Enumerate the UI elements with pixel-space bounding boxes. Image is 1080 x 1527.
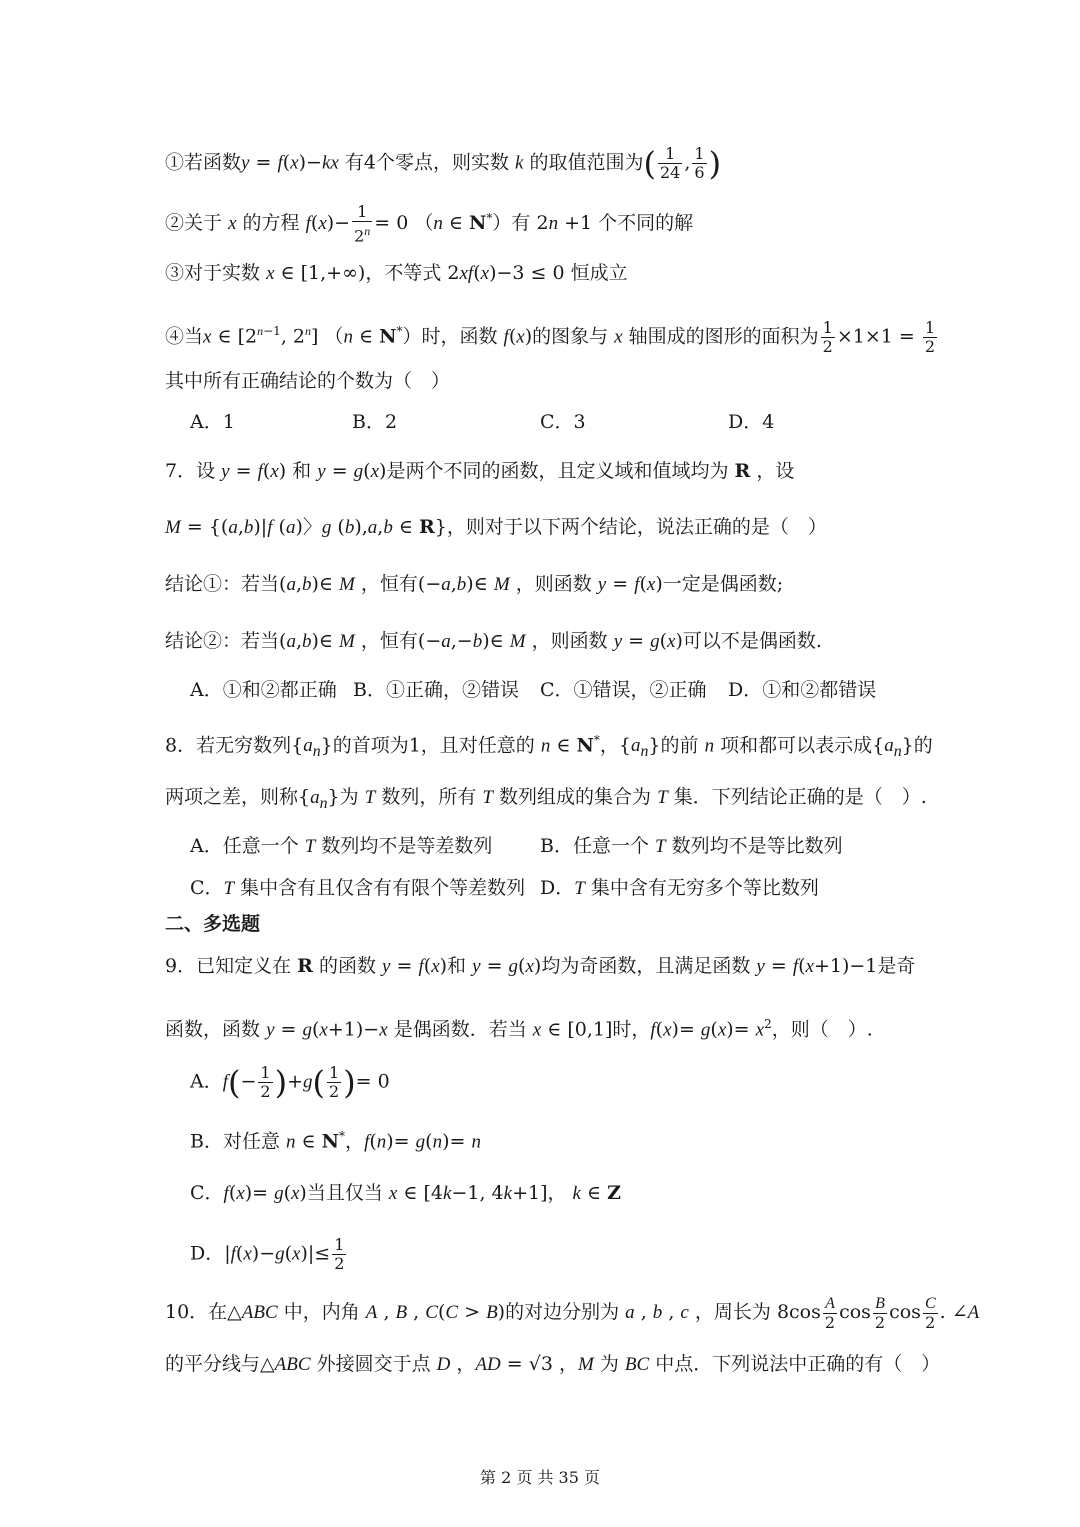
q8-line-1: 8．若无穷数列$\{a_n\}$的首项为1，且对任意的 n ∈ N*，$\{a_n\}$的前 n 项和都可以表示成$\{a_n\}$的: [165, 733, 933, 761]
conclusion-2: ②关于 x 的方程 f(x)− $\frac{1}{2^n}$ = 0 （n ∈ N*）有 2n +1 个不同的解: [165, 202, 694, 246]
q7-conclusion-2: 结论②：若当(a,b)∈ M ，恒有(−a,−b)∈ M ，则函数 y = g(x)可以不是偶函数.: [165, 630, 822, 652]
q6-option-c: C．3: [540, 411, 586, 433]
q7-line-2: M = {(a,b)|f (a)〉g (b),a,b ∈ R}，则对于以下两个结论，说法正确的是（ ）: [165, 516, 827, 538]
q9-option-c: C．f(x)= g(x)当且仅当 x ∈ [4k−1, 4k+1]， k ∈ Z: [190, 1182, 621, 1204]
conclusion-1: ①若函数y = f(x)−kx 有4个零点，则实数 k 的取值范围为( $\frac{1}{24}$ , $\frac{1}{6}$ ): [165, 144, 722, 183]
q7-option-c: C．①错误，②正确: [540, 679, 707, 701]
q9-line-2: 函数，函数 y = g(x+1)−x 是偶函数．若当 x ∈ [0,1]时，$f(x)= g(x)= x^2$，则（ ）.: [165, 1017, 873, 1041]
q8-option-c: C．T 集中含有且仅含有有限个等差数列: [190, 877, 526, 899]
section-heading: 二、多选题: [165, 913, 261, 935]
q6-stem: 其中所有正确结论的个数为（ ）: [165, 370, 451, 392]
q6-option-a: A．1: [190, 411, 235, 433]
q8-option-a: A．任意一个 T 数列均不是等差数列: [190, 835, 493, 857]
q9-option-a: A．f(− $\frac{1}{2}$ )+g( $\frac{1}{2}$ )= 0: [190, 1063, 390, 1102]
q9-option-d: D．|f(x)−g(x)|≤ $\frac{1}{2}$: [190, 1235, 345, 1273]
q9-option-b: B．对任意 n ∈ N*，f(n)= g(n)= n: [190, 1129, 481, 1153]
page-footer: 第 2 页 共 35 页: [480, 1468, 600, 1487]
q8-option-d: D．T 集中含有无穷多个等比数列: [540, 877, 819, 899]
q7-conclusion-1: 结论①：若当(a,b)∈ M ，恒有(−a,b)∈ M ，则函数 y = f(x)一定是偶函数;: [165, 573, 784, 595]
q10-line-1: 10．在△ABC 中，内角 A , B , C(C > B)的对边分别为 a , b , c ，周长为 8cos $\frac{A}{2}$ cos $\frac{B}{2}$ cos $\frac{C}{2}$ . ∠A: [165, 1295, 980, 1332]
conclusion-4: ④当x ∈ [$2^{n-1}$, 2$^n$] （n ∈ N*）时，函数 f(x)的图象与 x 轴围成的图形的面积为 $\frac{1}{2}$ ×1×1 = $\frac{1}{2}$: [165, 317, 936, 356]
q10-line-2: 的平分线与△ABC 外接圆交于点 D ，AD = √3 ，M 为 BC 中点．下列说法中正确的有（ ）: [165, 1353, 941, 1375]
q8-option-b: B．任意一个 T 数列均不是等比数列: [540, 835, 843, 857]
q8-line-2: 两项之差，则称$\{a_n\}$为 T 数列，所有 T 数列组成的集合为 T 集．下列结论正确的是（ ）.: [165, 786, 927, 812]
q9-line-1: 9．已知定义在 R 的函数 y = f(x)和 y = g(x)均为奇函数，且满足函数 y = f(x+1)−1是奇: [165, 955, 916, 977]
q6-option-b: B．2: [352, 411, 398, 433]
q7-option-a: A．①和②都正确: [190, 679, 337, 701]
conclusion-3: ③对于实数 x ∈ [1,+∞)，不等式 2xf(x)−3 ≤ 0 恒成立: [165, 262, 628, 284]
q7-option-d: D．①和②都错误: [728, 679, 877, 701]
q6-option-d: D．4: [728, 411, 775, 433]
q7-option-b: B．①正确，②错误: [353, 679, 519, 701]
q7-line-1: 7．设 y = f(x) 和 y = g(x)是两个不同的函数，且定义域和值域均为 R ，设: [165, 460, 795, 482]
